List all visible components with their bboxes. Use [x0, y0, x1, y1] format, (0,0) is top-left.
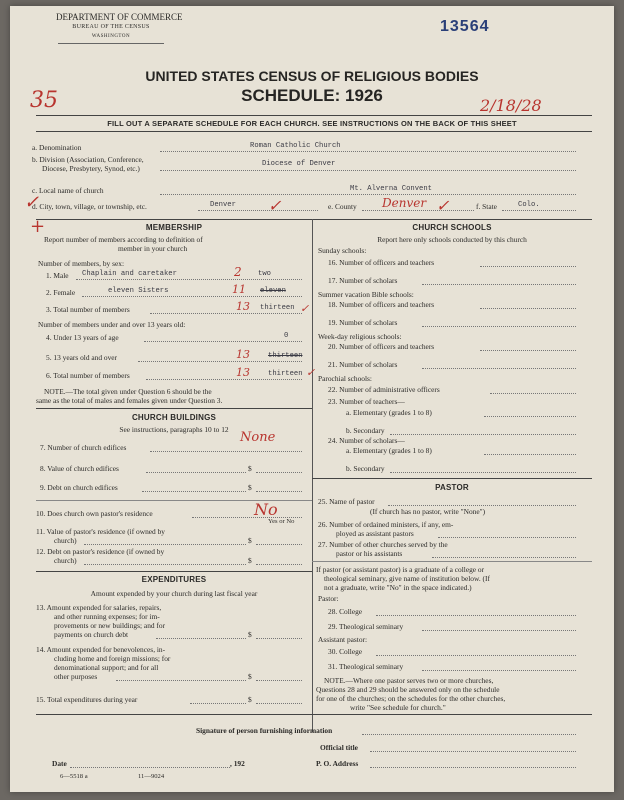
division-label-1: b. Division (Association, Conference, — [32, 155, 144, 164]
q9-dollar: $ — [248, 483, 252, 492]
q23-label: 23. Number of teachers— — [328, 397, 405, 406]
q24-label: 24. Number of scholars— — [328, 436, 405, 445]
parochial-label: Parochial schools: — [318, 374, 372, 383]
q23b-label: b. Secondary — [346, 426, 385, 435]
q28-label: 28. College — [328, 607, 363, 616]
pastor-note-2: Questions 28 and 29 should be answered only on the schedule — [316, 685, 500, 694]
q12-label-2: church) — [54, 556, 77, 565]
denomination-label: a. Denomination — [32, 143, 82, 152]
q13-label-3: provements or new buildings; and for — [54, 621, 166, 630]
date-label: Date — [52, 759, 67, 768]
q24b-label: b. Secondary — [346, 464, 385, 473]
q9-label: 9. Debt on church edifices — [40, 483, 118, 492]
q14-label-3: denominational support; and for all — [54, 663, 159, 672]
q29-label: 29. Theological seminary — [328, 622, 404, 631]
red-plus-mark: + — [30, 216, 46, 237]
red-check-mark: ✓ — [24, 192, 40, 213]
q13-dollar: $ — [248, 630, 252, 639]
q12-label-1: 12. Debt on pastor's residence (if owned by — [36, 547, 165, 556]
expenditures-sub: Amount expended by your church during last fiscal year — [90, 589, 258, 598]
summer-label: Summer vacation Bible schools: — [318, 290, 414, 299]
q7-label: 7. Number of church edifices — [40, 443, 127, 452]
q2-label: 2. Female — [46, 288, 76, 297]
assistant-sub-label: Assistant pastor: — [318, 635, 368, 644]
department-block — [56, 12, 183, 42]
handwritten-number: 35 — [30, 88, 58, 113]
membership-intro-1: Report number of members according to definition of — [44, 235, 203, 244]
membership-note-2: same as the total of males and females given under Question 3. — [36, 396, 223, 405]
q19-label: 19. Number of scholars — [328, 318, 398, 327]
handwritten-date: 2/18/28 — [480, 96, 542, 115]
q16-label: 16. Number of officers and teachers — [328, 258, 435, 267]
county-label: e. County — [328, 202, 357, 211]
pastor-heading: PASTOR — [435, 483, 469, 492]
q14-label-2: cluding home and foreign missions; for — [54, 654, 171, 663]
q21-label: 21. Number of scholars — [328, 360, 398, 369]
red-tick: ✓ — [300, 302, 310, 315]
serial-number: 13564 — [440, 18, 490, 35]
schools-sub: Report here only schools conducted by this church — [377, 235, 527, 244]
po-address-label: P. O. Address — [316, 759, 359, 768]
q5-label: 5. 13 years old and over — [46, 353, 118, 362]
census-schedule-sheet — [10, 6, 614, 792]
q15-dollar: $ — [248, 695, 252, 704]
handwritten-none: None — [240, 430, 276, 445]
q13-label-4: payments on church debt — [54, 630, 129, 639]
year-label: , 192 — [230, 759, 245, 768]
q1-hand: 2 — [234, 265, 242, 279]
q13-label-2: and other running expenses; for im- — [54, 612, 160, 621]
state-label: f. State — [476, 202, 497, 211]
q3-word[interactable]: thirteen — [260, 304, 295, 312]
pastor-note-4: write "See schedule for church." — [350, 703, 446, 712]
form-subtitle: SCHEDULE: 1926 — [241, 86, 383, 105]
q24a-label: a. Elementary (grades 1 to 8) — [346, 446, 432, 455]
official-title-label: Official title — [320, 743, 358, 752]
q17-label: 17. Number of scholars — [328, 276, 398, 285]
membership-intro-2: member in your church — [118, 244, 188, 253]
q14-label-4: other purposes — [54, 672, 98, 681]
q26-label-1: 26. Number of ordained ministers, if any, em- — [318, 520, 454, 529]
dept-line-2: BUREAU OF THE CENSUS — [72, 24, 150, 30]
q14-dollar: $ — [248, 672, 252, 681]
q25-label: 25. Name of pastor — [318, 497, 375, 506]
local-name-label: c. Local name of church — [32, 186, 104, 195]
q8-label: 8. Value of church edifices — [40, 464, 119, 473]
yes-no-hint: Yes or No — [268, 518, 295, 525]
q5-hand: 13 — [236, 348, 250, 361]
pastor-note-1: NOTE.—Where one pastor serves two or more churches, — [324, 676, 494, 685]
q14-label-1: 14. Amount expended for benevolences, in- — [36, 645, 166, 654]
weekday-label: Week-day religious schools: — [318, 332, 402, 341]
print-number: 11—9024 — [138, 773, 165, 780]
q1-word[interactable]: two — [258, 270, 271, 278]
expenditures-heading: EXPENDITURES — [141, 575, 207, 584]
red-check-mark: ✓ — [268, 196, 282, 215]
q6-word[interactable]: thirteen — [268, 370, 303, 378]
q10-hand: No — [254, 500, 278, 519]
city-value[interactable]: Denver — [210, 201, 236, 209]
q1-typed[interactable]: Chaplain and caretaker — [82, 270, 177, 278]
q13-label-1: 13. Amount expended for salaries, repairs, — [36, 603, 162, 612]
signature-label: Signature of person furnishing information — [196, 726, 333, 735]
q11-label-2: church) — [54, 536, 77, 545]
graduate-note-2: theological seminary, give name of institution below. (If — [324, 574, 490, 583]
membership-note-1: NOTE.—The total given under Question 6 should be the — [44, 387, 212, 396]
county-value[interactable]: Denver — [382, 196, 427, 210]
q20-label: 20. Number of officers and teachers — [328, 342, 435, 351]
pastor-note-3: for one of the churches; on the schedules for the other churches, — [316, 694, 506, 703]
city-label: d. City, town, village, or township, etc. — [32, 202, 147, 211]
q11-label-1: 11. Value of pastor's residence (if owned by — [36, 527, 165, 536]
form-number: 6—5518 a — [60, 773, 88, 780]
buildings-sub: See instructions, paragraphs 10 to 12 — [119, 425, 229, 434]
q26-label-2: ployed as assistant pastors — [336, 529, 414, 538]
q1-label: 1. Male — [46, 271, 69, 280]
q23a-label: a. Elementary (grades 1 to 8) — [346, 408, 432, 417]
graduate-note-3: not a graduate, write "No" in the space indicated.) — [324, 583, 472, 592]
q2-word[interactable]: eleven — [260, 287, 286, 295]
q31-label: 31. Theological seminary — [328, 662, 404, 671]
by-sex-label: Number of members, by sex: — [38, 259, 124, 268]
q4-word[interactable]: 0 — [284, 332, 289, 340]
dept-line-1: DEPARTMENT OF COMMERCE — [56, 12, 183, 22]
q18-label: 18. Number of officers and teachers — [328, 300, 435, 309]
q11-dollar: $ — [248, 536, 252, 545]
q12-dollar: $ — [248, 556, 252, 565]
membership-heading: MEMBERSHIP — [145, 223, 203, 232]
q5-word[interactable]: thirteen — [268, 352, 303, 360]
form-title: UNITED STATES CENSUS OF RELIGIOUS BODIES — [145, 68, 479, 84]
q3-label: 3. Total number of members — [46, 305, 130, 314]
q10-label: 10. Does church own pastor's residence — [36, 509, 153, 518]
graduate-note-1: If pastor (or assistant pastor) is a graduate of a college or — [316, 565, 485, 574]
pastor-sub-label: Pastor: — [318, 594, 339, 603]
q4-label: 4. Under 13 years of age — [46, 333, 119, 342]
division-label-2: Diocese, Presbytery, Synod, etc.) — [42, 164, 140, 173]
schools-heading: CHURCH SCHOOLS — [412, 223, 492, 232]
sunday-label: Sunday schools: — [318, 246, 367, 255]
q30-label: 30. College — [328, 647, 363, 656]
q27-label-2: pastor or his assistants — [336, 549, 403, 558]
q6-label: 6. Total number of members — [46, 371, 130, 380]
q2-typed[interactable]: eleven Sisters — [108, 287, 169, 295]
q6-hand: 13 — [236, 366, 250, 379]
q3-hand: 13 — [236, 300, 250, 313]
q8-dollar: $ — [248, 464, 252, 473]
q22-label: 22. Number of administrative officers — [328, 385, 440, 394]
buildings-heading: CHURCH BUILDINGS — [131, 413, 217, 422]
state-value[interactable]: Colo. — [518, 201, 540, 209]
q25-sub: (If church has no pastor, write "None") — [370, 507, 486, 516]
red-tick: ✓ — [306, 366, 316, 379]
local-name-value[interactable]: Mt. Alverna Convent — [350, 185, 432, 193]
red-check-mark: ✓ — [436, 196, 450, 215]
denomination-value[interactable]: Roman Catholic Church — [250, 142, 341, 150]
q27-label-1: 27. Number of other churches served by the — [318, 540, 448, 549]
instructions-line: FILL OUT A SEPARATE SCHEDULE FOR EACH CHURCH. SEE INSTRUCTIONS ON THE BACK OF THIS SHEET — [107, 119, 517, 128]
division-value[interactable]: Diocese of Denver — [262, 160, 336, 168]
dept-line-3: WASHINGTON — [91, 34, 131, 39]
q2-hand: 11 — [232, 283, 246, 296]
q15-label: 15. Total expenditures during year — [36, 695, 138, 704]
age-label: Number of members under and over 13 years old: — [38, 320, 186, 329]
